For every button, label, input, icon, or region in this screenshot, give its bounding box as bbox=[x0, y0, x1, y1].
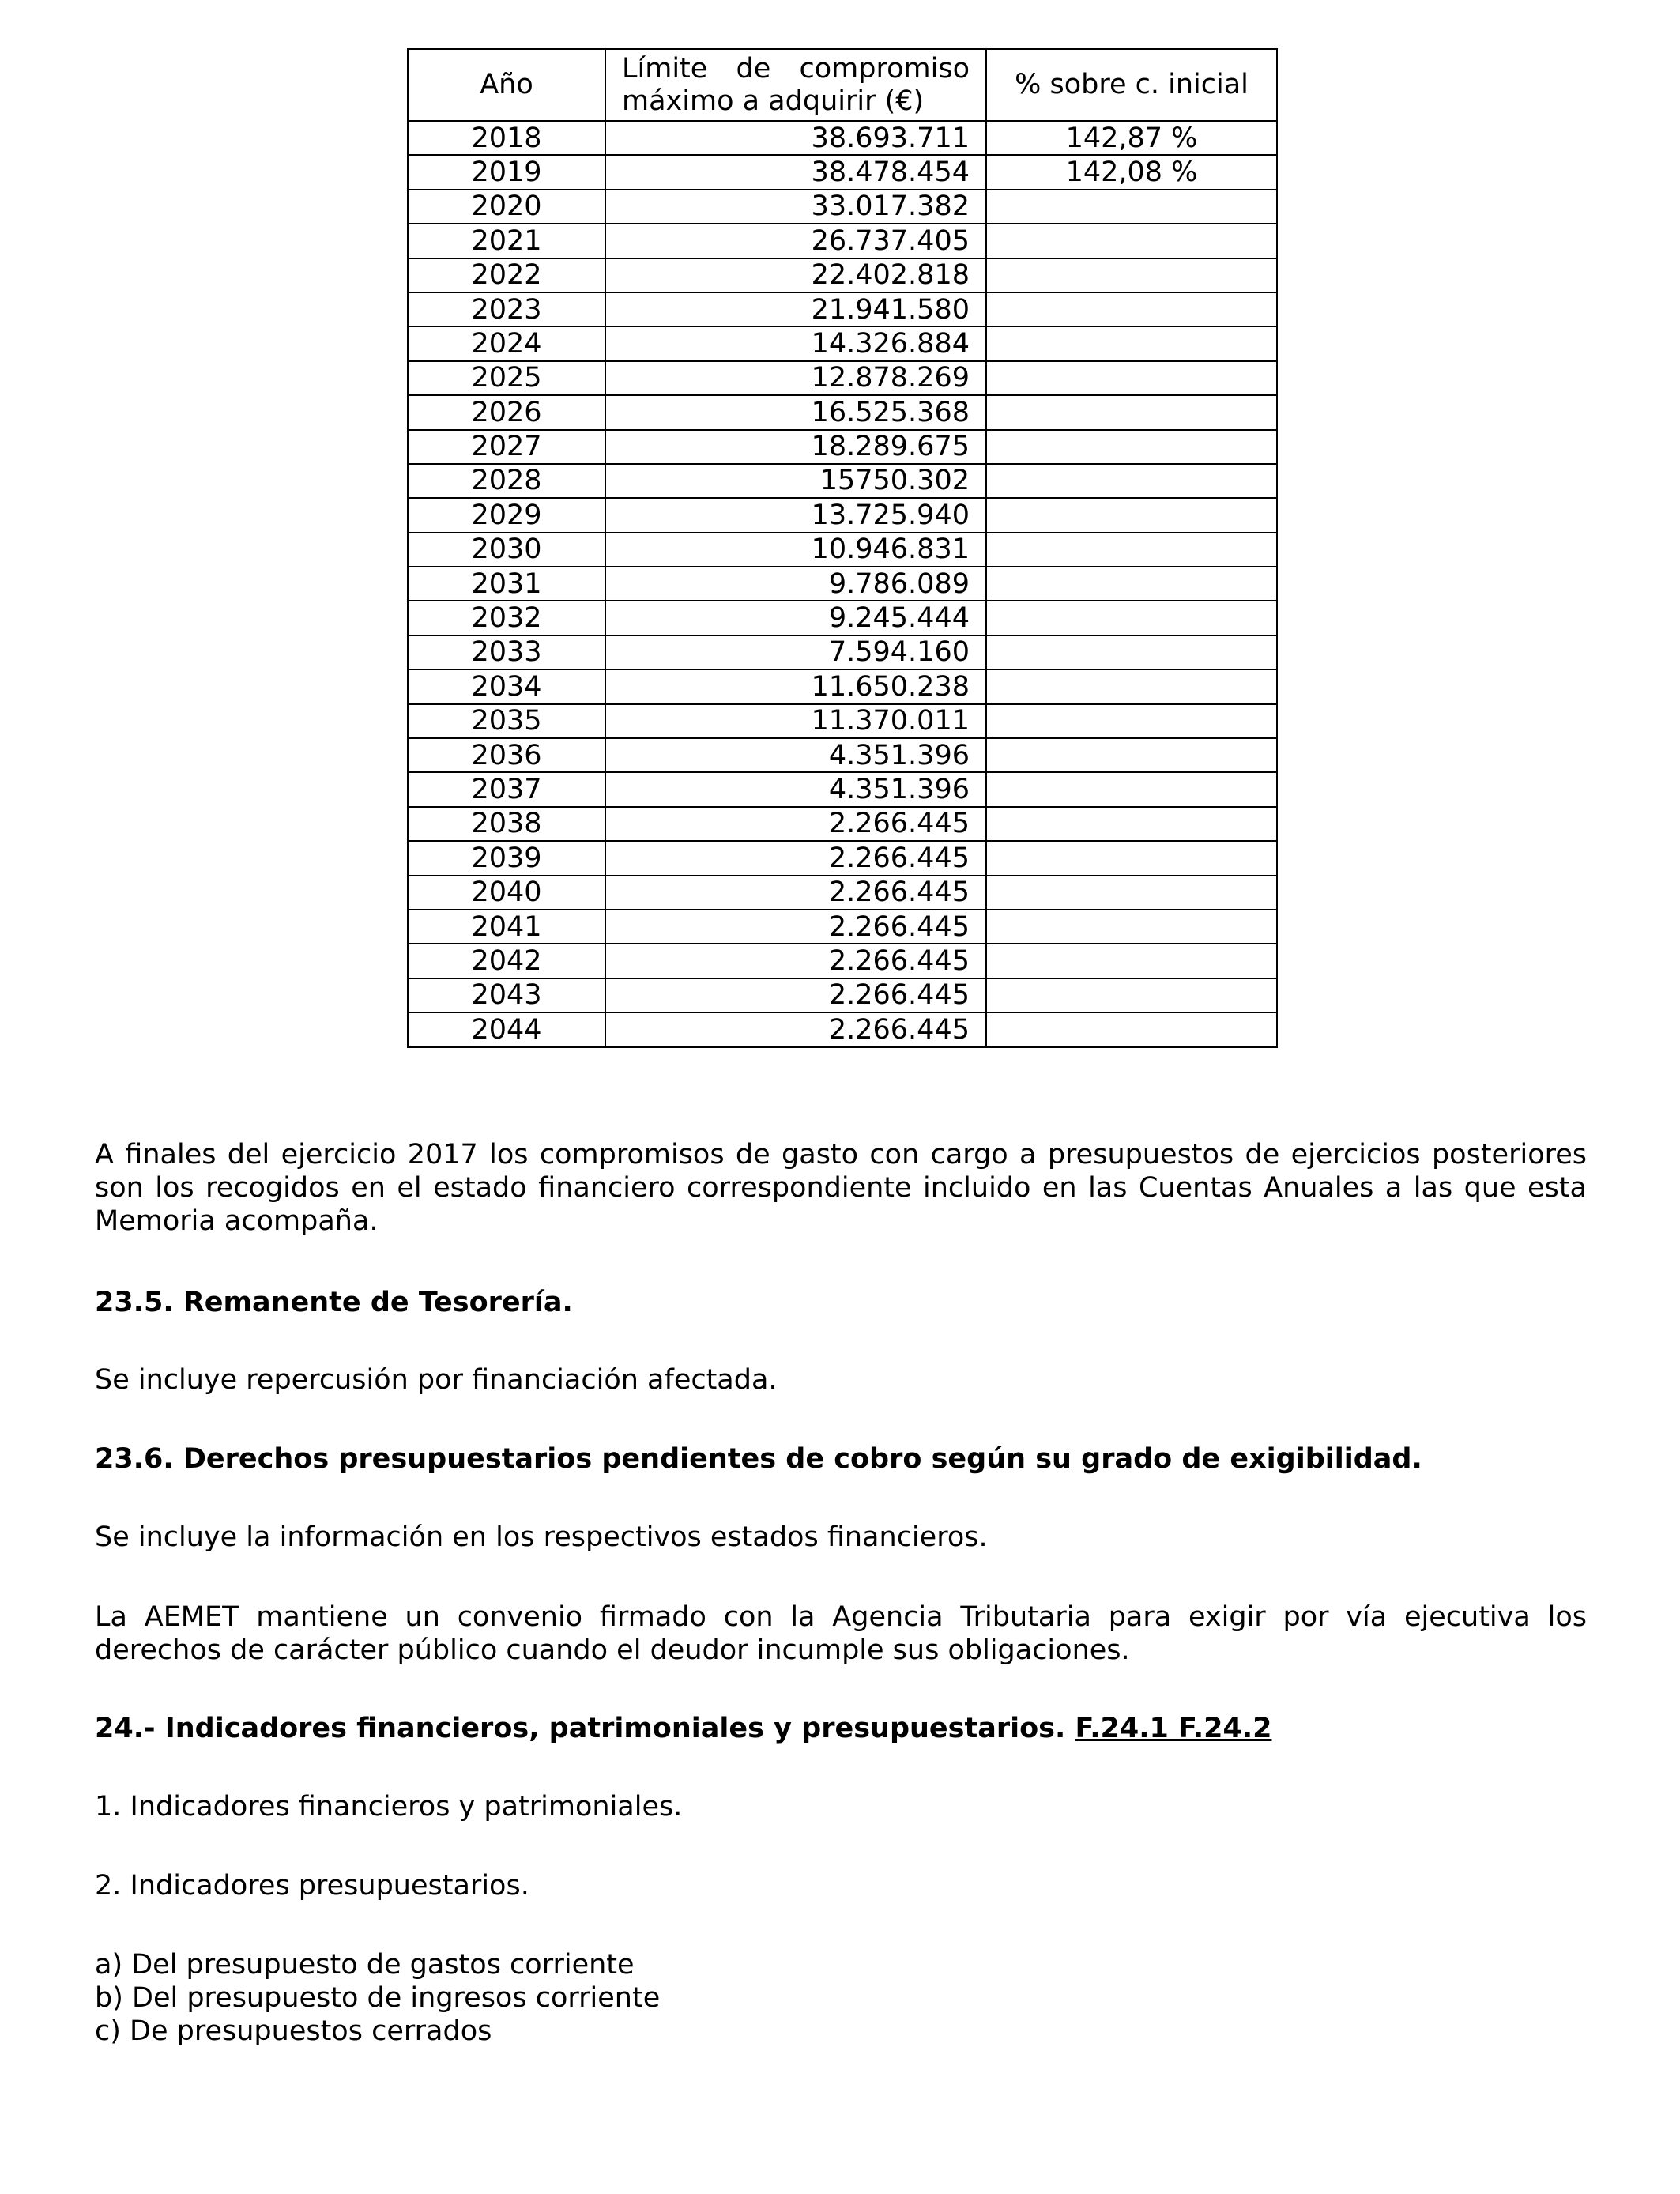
paragraph-remanente: Se incluye repercusión por financiación afectada. bbox=[95, 1364, 778, 1396]
table-row bbox=[408, 669, 1277, 703]
cell-percent bbox=[986, 464, 1277, 498]
cell-percent bbox=[986, 910, 1277, 944]
table-row bbox=[408, 910, 1277, 944]
sub-item-a: a) Del presupuesto de gastos corriente bbox=[95, 1949, 635, 1981]
cell-year: 2036 bbox=[408, 738, 605, 772]
cell-year: 2021 bbox=[408, 224, 605, 258]
table-row bbox=[408, 361, 1277, 395]
cell-year: 2038 bbox=[408, 807, 605, 841]
cell-limit: 12.878.269 bbox=[605, 361, 986, 395]
cell-percent bbox=[986, 669, 1277, 703]
cell-year: 2030 bbox=[408, 533, 605, 567]
cell-limit: 11.650.238 bbox=[605, 669, 986, 703]
cell-percent bbox=[986, 978, 1277, 1012]
cell-year: 2029 bbox=[408, 498, 605, 532]
table-row bbox=[408, 190, 1277, 224]
cell-percent bbox=[986, 841, 1277, 875]
cell-percent bbox=[986, 704, 1277, 738]
cell-limit: 22.402.818 bbox=[605, 258, 986, 292]
table-row bbox=[408, 704, 1277, 738]
cell-year: 2018 bbox=[408, 121, 605, 155]
table-row bbox=[408, 841, 1277, 875]
cell-limit: 2.266.445 bbox=[605, 841, 986, 875]
cell-percent bbox=[986, 807, 1277, 841]
header-year: Año bbox=[408, 49, 605, 121]
cell-percent: 142,08 % bbox=[986, 155, 1277, 189]
header-limit: Límite de compromiso máximo a adquirir (€) bbox=[605, 49, 986, 121]
cell-percent bbox=[986, 292, 1277, 326]
cell-percent bbox=[986, 1012, 1277, 1046]
cell-limit: 18.289.675 bbox=[605, 430, 986, 464]
cell-percent bbox=[986, 738, 1277, 772]
commitment-limits-table bbox=[407, 48, 1278, 1048]
table-row bbox=[408, 1012, 1277, 1046]
cell-year: 2028 bbox=[408, 464, 605, 498]
cell-percent bbox=[986, 944, 1277, 978]
cell-year: 2031 bbox=[408, 567, 605, 601]
cell-year: 2041 bbox=[408, 910, 605, 944]
cell-percent bbox=[986, 361, 1277, 395]
list-item-1: 1. Indicadores financieros y patrimoniales. bbox=[95, 1791, 683, 1823]
cell-limit: 38.478.454 bbox=[605, 155, 986, 189]
cell-year: 2033 bbox=[408, 635, 605, 669]
table-row bbox=[408, 224, 1277, 258]
cell-percent bbox=[986, 498, 1277, 532]
cell-limit: 2.266.445 bbox=[605, 876, 986, 910]
table-row bbox=[408, 498, 1277, 532]
header-percent: % sobre c. inicial bbox=[986, 49, 1277, 121]
paragraph-aemet: La AEMET mantiene un convenio firmado con la Agencia Tributaria para exigir por vía ejecutiva los derechos de carácter público cuando el deudor incumple sus obligaciones. bbox=[95, 1601, 1587, 1666]
heading-23-6: 23.6. Derechos presupuestarios pendientes de cobro según su grado de exigibilidad. bbox=[95, 1443, 1422, 1475]
cell-limit: 9.245.444 bbox=[605, 601, 986, 635]
cell-year: 2019 bbox=[408, 155, 605, 189]
cell-limit: 16.525.368 bbox=[605, 395, 986, 429]
cell-limit: 11.370.011 bbox=[605, 704, 986, 738]
table-header-row bbox=[408, 49, 1277, 121]
table-body bbox=[408, 121, 1277, 1047]
cell-percent bbox=[986, 635, 1277, 669]
cell-year: 2037 bbox=[408, 772, 605, 806]
table-row bbox=[408, 533, 1277, 567]
cell-limit: 2.266.445 bbox=[605, 978, 986, 1012]
cell-limit: 7.594.160 bbox=[605, 635, 986, 669]
cell-limit: 33.017.382 bbox=[605, 190, 986, 224]
cell-limit: 9.786.089 bbox=[605, 567, 986, 601]
paragraph-commitments: A finales del ejercicio 2017 los compromisos de gasto con cargo a presupuestos de ejercicios posteriores son los recogidos en el estado financiero correspondiente incluido en las Cuentas Anuales a las que esta Memoria acompaña. bbox=[95, 1139, 1587, 1237]
table-row bbox=[408, 738, 1277, 772]
cell-limit: 13.725.940 bbox=[605, 498, 986, 532]
cell-year: 2027 bbox=[408, 430, 605, 464]
table-row bbox=[408, 807, 1277, 841]
table-row bbox=[408, 635, 1277, 669]
heading-24-reference-link[interactable]: F.24.1 F.24.2 bbox=[1075, 1713, 1272, 1744]
table-row bbox=[408, 601, 1277, 635]
cell-limit: 26.737.405 bbox=[605, 224, 986, 258]
table-row bbox=[408, 978, 1277, 1012]
cell-percent bbox=[986, 326, 1277, 360]
table-row bbox=[408, 121, 1277, 155]
table-row bbox=[408, 326, 1277, 360]
cell-year: 2020 bbox=[408, 190, 605, 224]
table-row bbox=[408, 944, 1277, 978]
table-row bbox=[408, 876, 1277, 910]
cell-percent bbox=[986, 190, 1277, 224]
cell-limit: 2.266.445 bbox=[605, 910, 986, 944]
heading-24 bbox=[95, 1712, 1587, 1745]
cell-limit: 15750.302 bbox=[605, 464, 986, 498]
cell-percent bbox=[986, 430, 1277, 464]
cell-percent bbox=[986, 772, 1277, 806]
table-row bbox=[408, 258, 1277, 292]
cell-year: 2034 bbox=[408, 669, 605, 703]
cell-year: 2039 bbox=[408, 841, 605, 875]
cell-year: 2026 bbox=[408, 395, 605, 429]
cell-percent bbox=[986, 876, 1277, 910]
cell-percent bbox=[986, 567, 1277, 601]
paragraph-info: Se incluye la información en los respectivos estados financieros. bbox=[95, 1521, 988, 1553]
table-row bbox=[408, 464, 1277, 498]
sub-item-b: b) Del presupuesto de ingresos corriente bbox=[95, 1982, 661, 2014]
cell-year: 2035 bbox=[408, 704, 605, 738]
cell-year: 2044 bbox=[408, 1012, 605, 1046]
cell-limit: 4.351.396 bbox=[605, 772, 986, 806]
table-row bbox=[408, 155, 1277, 189]
table-row bbox=[408, 292, 1277, 326]
table-row bbox=[408, 430, 1277, 464]
table-row bbox=[408, 395, 1277, 429]
cell-year: 2025 bbox=[408, 361, 605, 395]
cell-limit: 10.946.831 bbox=[605, 533, 986, 567]
cell-year: 2024 bbox=[408, 326, 605, 360]
cell-year: 2023 bbox=[408, 292, 605, 326]
cell-year: 2043 bbox=[408, 978, 605, 1012]
cell-percent: 142,87 % bbox=[986, 121, 1277, 155]
cell-year: 2032 bbox=[408, 601, 605, 635]
sub-item-c: c) De presupuestos cerrados bbox=[95, 2015, 492, 2047]
cell-percent bbox=[986, 258, 1277, 292]
cell-percent bbox=[986, 601, 1277, 635]
cell-limit: 14.326.884 bbox=[605, 326, 986, 360]
cell-percent bbox=[986, 395, 1277, 429]
cell-limit: 4.351.396 bbox=[605, 738, 986, 772]
cell-percent bbox=[986, 224, 1277, 258]
cell-limit: 21.941.580 bbox=[605, 292, 986, 326]
cell-limit: 2.266.445 bbox=[605, 944, 986, 978]
cell-limit: 38.693.711 bbox=[605, 121, 986, 155]
cell-limit: 2.266.445 bbox=[605, 807, 986, 841]
cell-year: 2040 bbox=[408, 876, 605, 910]
heading-24-text: 24.- Indicadores financieros, patrimoniales y presupuestarios. bbox=[95, 1713, 1066, 1744]
cell-year: 2042 bbox=[408, 944, 605, 978]
list-item-2: 2. Indicadores presupuestarios. bbox=[95, 1870, 529, 1902]
cell-year: 2022 bbox=[408, 258, 605, 292]
table-row bbox=[408, 567, 1277, 601]
heading-23-5: 23.5. Remanente de Tesorería. bbox=[95, 1287, 573, 1318]
table-row bbox=[408, 772, 1277, 806]
cell-limit: 2.266.445 bbox=[605, 1012, 986, 1046]
cell-percent bbox=[986, 533, 1277, 567]
